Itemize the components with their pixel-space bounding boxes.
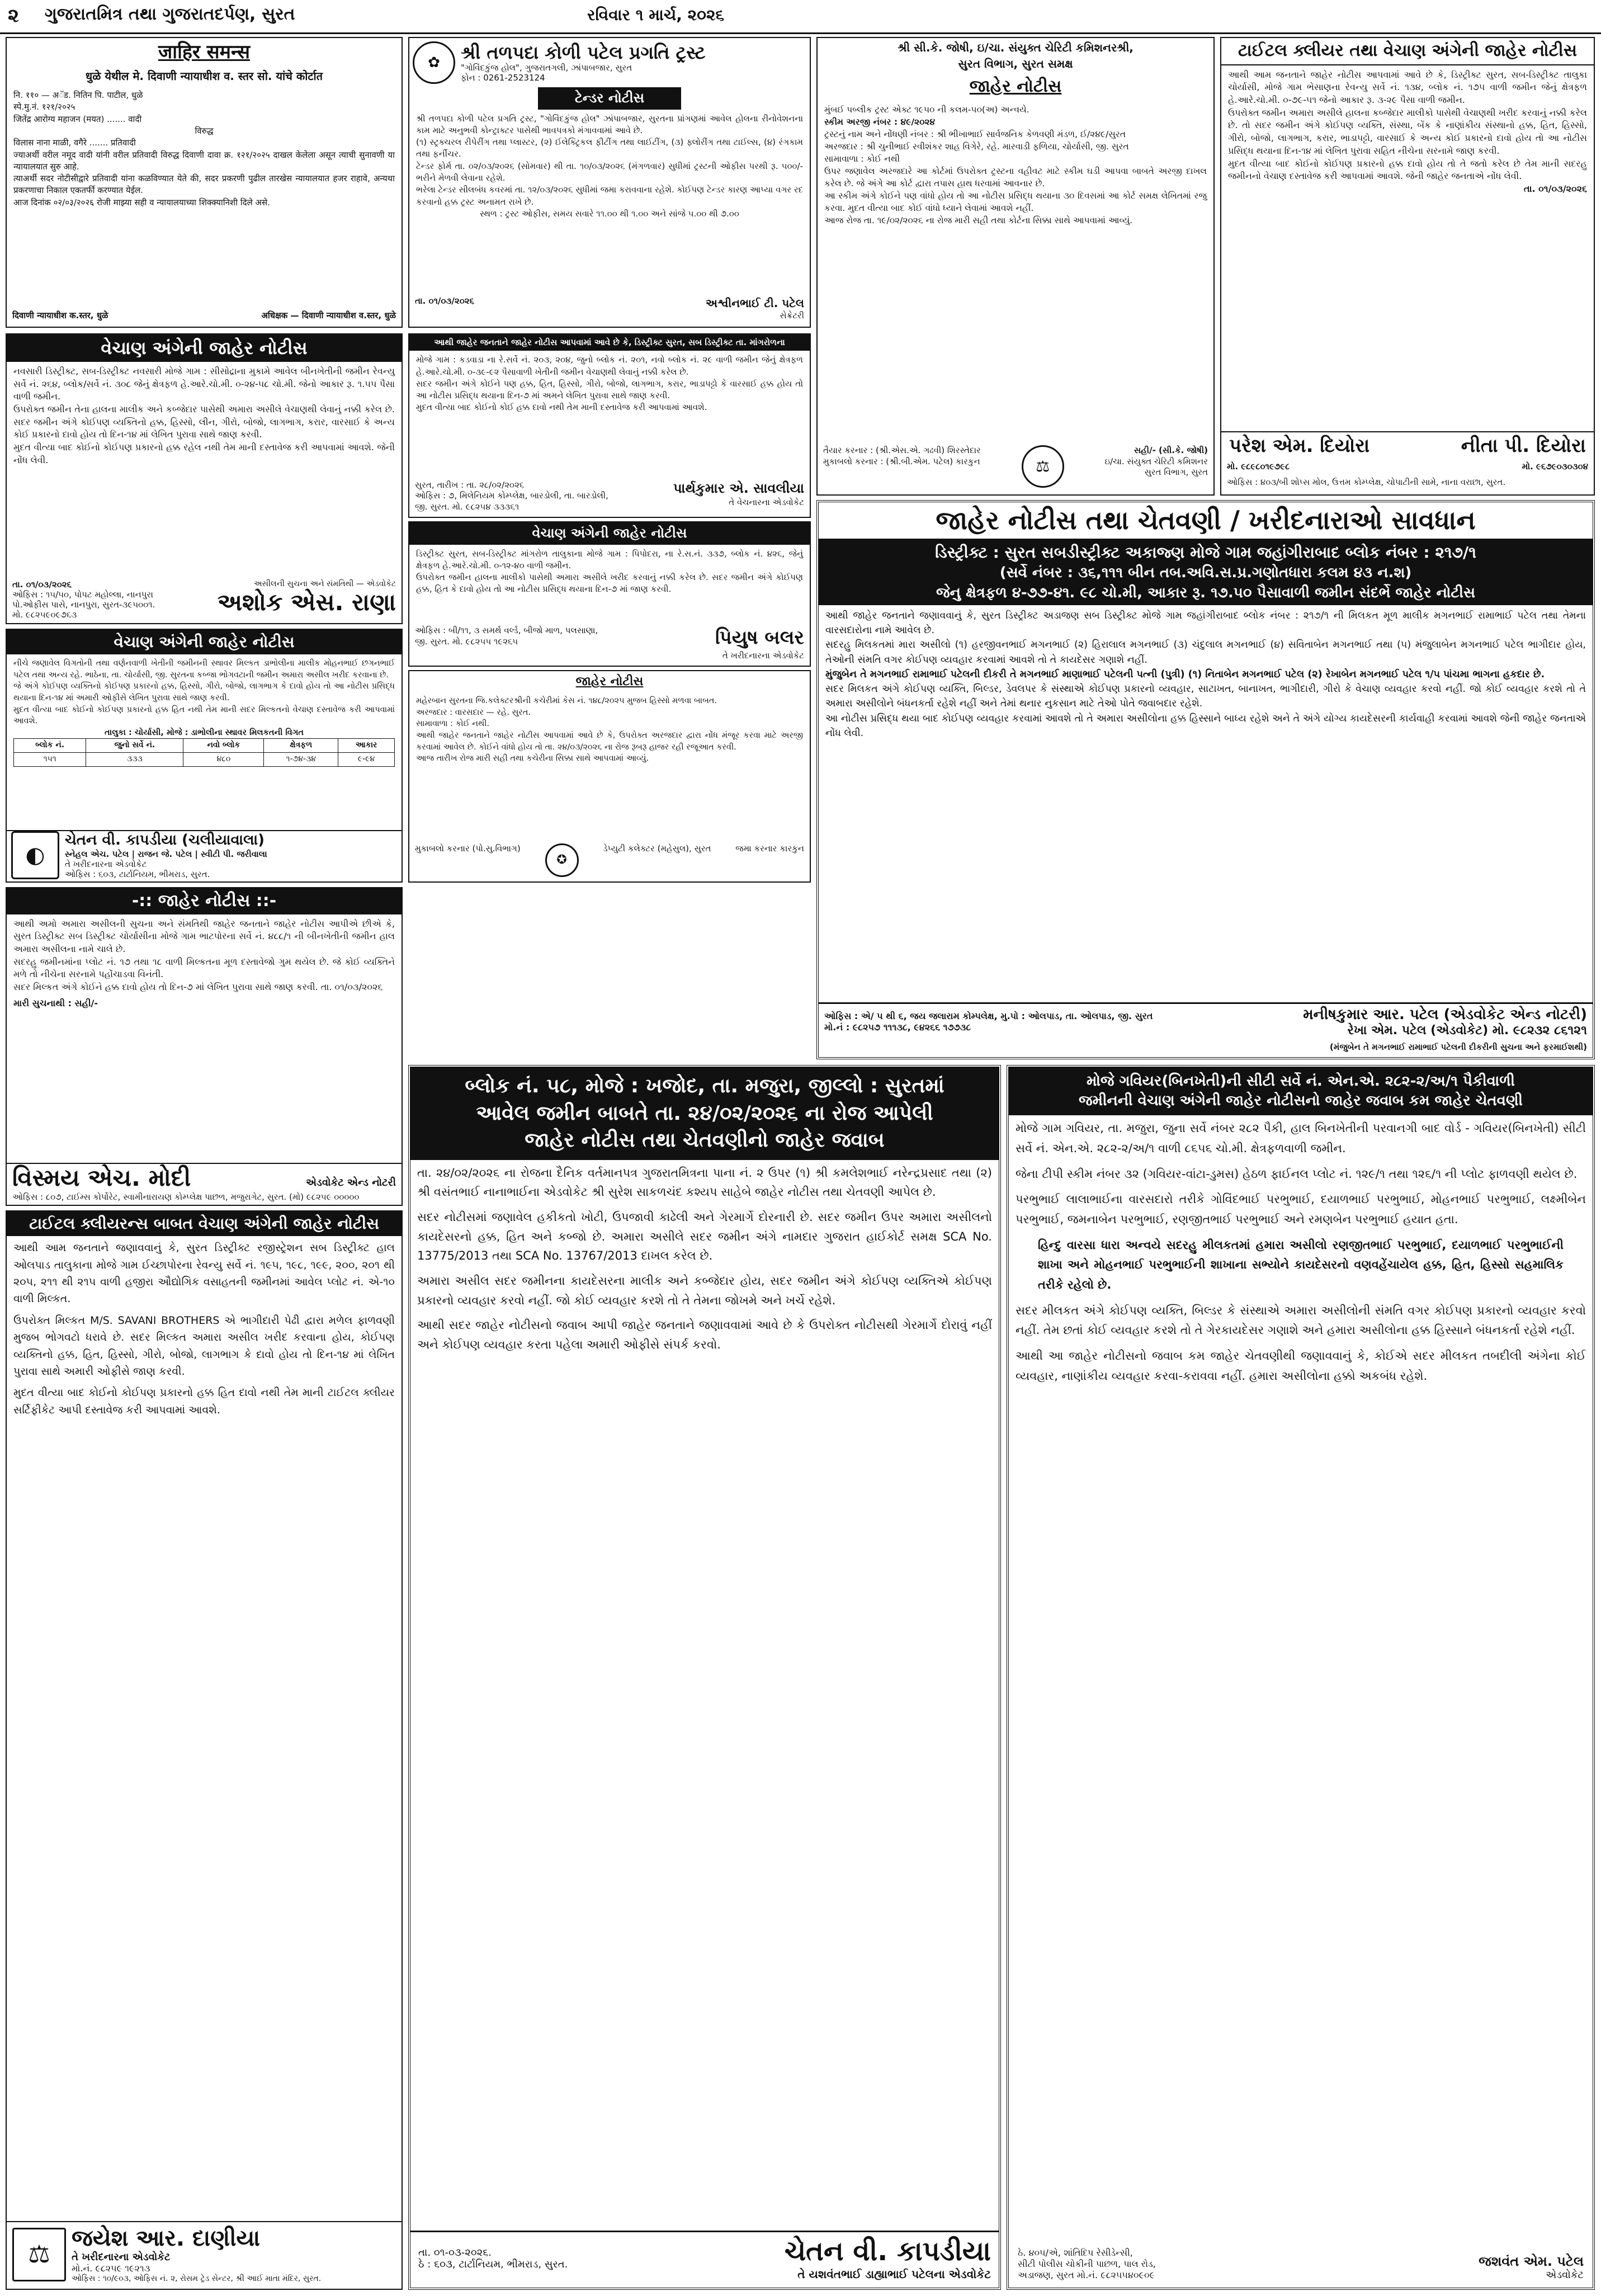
trust-logo-icon: ✿ <box>413 41 455 84</box>
title-clear-notice-ichhapor <box>6 1210 403 2290</box>
sale-notice-sisodra <box>6 333 403 624</box>
trust-phone: ફોન : 0261-2523124 <box>461 73 545 83</box>
collector-title: જાહેર નોટીસ <box>575 675 644 689</box>
court-seal-icon: ⚖ <box>1022 445 1064 488</box>
warning-title: જાહેર નોટીસ તથા ચેતવણી / ખરીદનારાઓ સાવધાન <box>819 502 1593 540</box>
tender-footer: તા. ૦૧/૦૩/૨૦૨૬ અશ્વીનભાઈ ટી. પટેલ સેક્રેટરી <box>415 295 804 320</box>
ichhapor-title: ટાઈટલ ક્લીયરન્સ બાબત વેચાણ અંગેની જાહેર નોટીસ <box>7 1211 402 1236</box>
gaviyar-public-reply <box>1007 1065 1595 2290</box>
warning-subtitle-2: (સર્વે નંબર : ૩૬,૧૧૧ બીન તબ.અવિ.સ.પ્ર.ગણોતધારા કલમ ૪૩ ન.શ) <box>819 565 1593 585</box>
dabholi-footer: ◐ ચેતન વી. કાપડીયા (ચલીયાવાલા) સ્નેહલ એચ. પટેલ | રાજન જે. પટેલ | સ્વીટી પી. જરીવાલા તે ખરીદનારના એડવોકેટ ઓફિસ : ૬૦૩, ટાર્ટાનિયમ, ભીમરાડ, સુરત. <box>7 830 402 879</box>
gaviyar-title: મોજે ગવિયર(બિનખેતી)ની સીટી સર્વે નં. એન.એ. ૨૮૨-૨/અ/૧ પૈકીવાળી જમીનની વેચાણ અંગેની જાહેર નોટીસનો જાહેર જવાબ કમ જાહેર ચેતવણી <box>1009 1067 1593 1115</box>
ichhapor-footer: ⚖ જયેશ આર. દાણીયા તે ખરીદનારના એડવોકેટ મો.નં. ૯૮૨૫૯ ૧૯૨૧૩ ઓફિસ : ૧૦/૯૦૩, ઓફિસ નં. ૨, રોસમ ટ્રેડ સેન્ટર, શ્રી આઈ માતા મંદિર, સુરત. <box>7 2221 402 2286</box>
pipodara-title: વેચાણ અંગેની જાહેર નોટીસ <box>409 522 810 545</box>
page-header <box>0 0 1601 34</box>
page-number: ૨ <box>8 4 19 27</box>
collector-notice <box>408 670 811 883</box>
summons-notice <box>6 37 403 328</box>
sale-notice-title: વેચાણ અંગેની જાહેર નોટીસ <box>7 334 402 362</box>
khajod-public-reply <box>408 1065 1001 2290</box>
newspaper-name: ગુજરાતમિત્ર તથા ગુજરાતદર્પણ, સુરત <box>45 4 295 24</box>
khajod-footer: તા. ૦૧-૦૩-૨૦૨૬. ઠે : ૬૦૩, ટાર્ટાનિયમ, ભીમરાડ, સુરત. ચેતન વી. કાપડીયા તે યશવંતભાઈ ડાહ્યાભાઈ પટેલના એડવોકેટ <box>410 2231 999 2284</box>
table-row: ૧૫૧ ૩૩૩ ૪૮૦ ૧-૭૪-૩૪ ૯-૯૪ <box>14 753 395 767</box>
land-details-table: બ્લોક નં. જુનો સર્વે નં. નવો બ્લોક ક્ષેત્રફળ આકાર ૧૫૧ ૩૩૩ ૪૮૦ ૧-૭૪-૩૪ ૯-૯૪ <box>13 738 395 767</box>
court-line-2: સુરત વિભાગ, સુરત સમક્ષ <box>958 57 1073 70</box>
collector-seal-icon: ✪ <box>545 843 579 877</box>
lost-documents-notice <box>6 887 403 1206</box>
pipodara-footer: ઓફિસ : બી/૧૧, ૩ સમર્થ વર્લ્ડ, બીજો માળ, પલસાણા, જી. સુરત. મો. ૯૮૨૫૫ ૧૯૨૬૫ પિયુષ બલર તે ખરીદનારના એડવોકેટ <box>415 625 804 661</box>
warning-body: આથી જાહેર જનતાને જણાવવાનું કે, સુરત ડિસ્ટ્રીક્ટ અડાજણ સબ ડિસ્ટ્રીક્ટ મોજે ગામ જહાંગીરાબાદ બ્લોક નંબર : ૨૧૭/૧ ની મિલકત મૂળ માલીક મગનભાઈ રામાભાઈ પટેલ તથા તેમના વારસદારોના નામે આવેલ છે. સદરહુ મિલકતમાં મારા અસીલો (૧) હરજીવનભાઈ મગનભાઈ (૨) હિરાલાલ મગનભાઈ (૩) ચંદુલાલ મગનભાઈ (૪) સવિતાબેન મગનભાઈ તથા (૫) મંજુલાબેન મગનભાઈ પટેલ ભાગીદાર હોય, તેઓની સંમતિ વગર કોઈપણ વ્યવહાર કરવામાં આવશે તો તે કાયદેસર ગણાશે નહીં. મુંજુબેન તે મગનભાઈ રામાભાઈ પટેલની દીકરી તે મગનભાઈ માણાભાઈ પટેલની પત્ની (પુત્રી) (૧) નિતાબેન મગનભાઈ પટેલ (૨) રેખાબેન મગનભાઈ પટેલ ૧/૫ પાંચમા ભાગના હકદાર છે. સદર મિલકત અંગે કોઈપણ વ્યક્તિ, બિલ્ડર, ડેવલપર કે સંસ્થાએ કોઈપણ પ્રકારનો વ્યવહાર, સાટાખત, બાનાખત, ભાગીદારી, ગીરો કે વેચાણ વ્યવહાર કરવો નહીં. જો કોઈ વ્યવહાર કરશે તો તે અમારા અસીલોને બંધનકર્તા રહેશે નહીં અને તેમાં થનાર નુકસાન માટે તેઓ પોતે જવાબદાર રહેશે. આ નોટીસ પ્રસિદ્ધ થયા બાદ કોઈપણ વ્યવહાર કરવામાં આવશે તો તે અમારા અસીલોના હક્ક હિસ્સાને બાધ્ય રહેશે અને તે અંગે યોગ્ય કાયદેસરની કાર્યવાહી કરવામાં આવશે જેની જાહેર જનતાએ નોંધ લેવી. <box>825 610 1586 739</box>
dabholi-body: નીચે જણાવેલ વિગતોની તથા વર્ણનવાળી ખેતીની જમીનની સ્થાવર મિલ્કત ડાભોલીના માલીક મોહનભાઈ છગનભાઈ પટેલ તથા અન્ય રહે. ભાઠેના, તા. ચોર્યાસી, જી. સુરતના કબ્જા ભોગવટાની જમીન અમારા અસીલ ખરીદ કરવાના છે. જે અંગે કોઈપણ વ્યક્તિનો કોઈપણ પ્રકારનો હક્ક, હિસ્સો, ગીરો, બોજો, લાગભાગ કે દાવો હોય તો આ નોટીસ પ્રસિદ્ધ થયાના દિન-૧૪ માં અમારી ઓફીસે લેખિત પુરાવા સાથે જાણ કરવી. મુદત વીત્યા બાદ કોઈનો કોઈપણ પ્રકારનો હક્ક હિત નથી તેમ માની સદર મિલ્કતનો વેચાણ દસ્તાવેજ કરી આપવામાં આવશે. તાલુકા : ચોર્યાસી, મોજે : ડાભોલીના સ્થાવર મિલકતની વિગત બ્લોક નં. જુનો સર્વે નં. નવો બ્લોક ક્ષેત્રફળ આકાર ૧૫૧ ૩૩૩ ૪૮૦ ૧-૭૪-૩૪ ૯-૯૪ <box>7 654 402 770</box>
ichhapor-body: આથી આમ જનતાને જણાવવાનું કે, સુરત ડિસ્ટ્રીક્ટ રજીસ્ટ્રેશન સબ ડિસ્ટ્રીક્ટ હાલ ઓલપાડ તાલુકાના મોજે ગામ ઈચ્છાપોરના રેવન્યુ સર્વે નં. ૧૯૫, ૧૯૮, ૧૯૯, ૨૦૦, ૨૦૧ થી ૨૦૫, ૨૧૧ થી ૨૧૫ વાળી હજીરા ઔદ્યોગિક વસાહતની જમીનમાં આવેલ પ્લોટ નં. એ-૧૦ વાળી મિલ્કત. ઉપરોક્ત મિલ્કત M/S. SAVANI BROTHERS એ ભાગીદારી પેઢી દ્વારા મળેલ ફાળવણી મુજબ ભોગવટો ધરાવે છે. સદર મિલ્કત અમારા અસીલ ખરીદ કરવાના હોય, કોઈપણ વ્યક્તિનો હક્ક, હિત, હિસ્સો, ગીરો, બોજો, લાગભાગ કે દાવો હોય તો દિન-૧૪ માં લેખિત પુરાવા સાથે અમારી ઓફીસે જાણ કરવી. મુદત વીત્યા બાદ કોઈનો કોઈપણ પ્રકારનો હક્ક હિત દાવો નથી તેમ માની ટાઈટલ ક્લીયર સર્ટિફીકેટ આપી દસ્તાવેજ કરી આપવામાં આવશે. <box>13 1242 395 1416</box>
warning-notice-jahangirabad <box>816 500 1595 1059</box>
charity-commissioner-notice <box>816 37 1215 496</box>
charity-body: મુંબઈ પબ્લીક ટ્રસ્ટ એક્ટ ૧૯૫૦ ની કલમ-૫૦(અ) અન્વયે. સ્કીમ અરજી નંબર : ૪૯/૨૦૨૪ ટ્રસ્ટનું નામ અને નોંધણી નંબર : શ્રી ભીખાભાઈ સાર્વજનિક કેળવણી મંડળ, ઈ/૨૪૯/સુરત અરજદાર : શ્રી ચુનીભાઈ રવીશંકર શાહ વિગેરે, રહે. મારવાડી ફળિયા, ચોર્યાસી, જી. સુરત સામાવાળા : કોઈ નથી ઉપર જણાવેલ અરજદારે આ કોર્ટમાં ઉપરોક્ત ટ્રસ્ટના વહીવટ માટે સ્કીમ ઘડી આપવા બાબતે અરજી દાખલ કરેલ છે. જે અંગે આ કોર્ટ દ્વારા તપાસ હાથ ધરવામાં આવનાર છે. આ સ્કીમ અંગે કોઈને પણ વાંધો હોય તો આ નોટીસ પ્રસિદ્ધ થયાના ૩૦ દિવસમાં આ કોર્ટ સમક્ષ લેખિતમાં રજુ કરવા. મુદત વીત્યા બાદ કોઈ વાંધો ધ્યાને લેવામાં આવશે નહીં. આજ રોજ તા. ૧૯/૦૨/૨૦૨૬ ના રોજ મારી સહી તથા કોર્ટના સિક્કા સાથે આપવામાં આવ્યું. <box>824 104 1207 225</box>
title-clear-notice-top <box>1220 37 1595 496</box>
advocate-name: અશોક એસ. રાણા <box>217 588 396 616</box>
charity-footer: તૈયાર કરનાર : (શ્રી.એસ.એ. ગઢવી) શિરસ્તેદાર મુકાબલો કરનાર : (શ્રી.બી.એમ. પટેલ) કારકુન ⚖ સહી/- (સી.કે. જોષી) ઇ/ચા. સંયુક્ત ચેરિટી કમિશનર સુરત વિભાગ, સુરત <box>818 443 1213 490</box>
lost-doc-body: આથી અમો અમારા અસીલની સુચના અને સંમતિથી જાહેર જનતાને જાહેર નોટીસ આપીએ છીએ કે, સુરત ડિસ્ટ્રીક્ટ સબ ડિસ્ટ્રીક્ટ ચોર્યાસીના મોજે ગામ ભાટપોરના સર્વે નં. ૪૮૮/૧ ની બીનખેતીની જમીન હાલ અમારા અસીલના નામે ચાલે છે. સદરહુ જમીનમાંના પ્લોટ નં. ૧૭ તથા ૧૮ વાળી મિલ્કતના મૂળ દસ્તાવેજો ગુમ થયેલ છે. જે કોઈ વ્યક્તિને મળે તો નીચેના સરનામે પહોંચાડવા વિનંતી. સદર મિલ્કત અંગે કોઈને હક્ક દાવો હોય તો દિન-૭ માં લેખિત પુરાવા સાથે જાણ કરવી. તા. ૦૧/૦૩/૨૦૨૬ મારી સુચનાથી : સહી/- <box>13 918 395 1008</box>
gaviyar-body: મોજે ગામ ગવિયર, તા. મજુરા, જુના સર્વે નંબર ૨૮૨ પૈકી, હાલ બિનખેતીની પરવાનગી બાદ વોર્ડ - ગવિયર(બિનખેતી) સીટી સર્વે નં. એન.એ. ૨૮૨-૨/અ/૧ વાળી ૮૬૫૬ ચો.મી. ક્ષેત્રફળવાળી જમીન. જેના ટીપી સ્કીમ નંબર ૩૨ (ગવિયર-વાંટા-ડુમસ) હેઠળ ફાઈનલ પ્લોટ નં. ૧૨૯/૧ તથા ૧૨૬/૧ ની પ્લોટ ફાળવણી થયેલ છે. પરભુભાઈ લાલાભાઈના વારસદારો તરીકે ગોવિંદભાઈ પરભુભાઈ, દયાળભાઈ પરભુભાઈ, મોહનભાઈ પરભુભાઈ, લક્ષ્મીબેન પરભુભાઈ, જમનાબેન પરભુભાઈ, રણજીતભાઈ પરભુભાઈ અને રમણબેન પરભુભાઈ હયાત હતા. હિન્દુ વારસા ધારા અન્વયે સદરહુ મીલકતમાં હમારા અસીલો રણજીતભાઈ પરભુભાઈ, દયાળભાઈ પરભુભાઈની શાખા અને મોહનભાઈ પરભુભાઈની શાખાના સભ્યોને કાયદેસરનો વણવહેંચાયેલ હક્ક, હિત, હિસ્સો સહમાલિક તરીકે રહેલો છે. સદર મીલકત અંગે કોઈપણ વ્યક્તિ, બિલ્ડર કે સંસ્થાએ અમારા અસીલોની સંમતિ વગર કોઈપણ પ્રકારનો વ્યવહાર કરવો નહીં. તેમ છતાં કોઈ વ્યવહાર કરશે તો તે ગેરકાયદેસર ગણાશે અને હમારા અસીલોના હક્ક હિસ્સાને બંધનકર્તા રહેશે નહીં. આથી આ જાહેર નોટીસનો જવાબ કમ જાહેર ચેતવણીથી જણાવવાનું કે, કોઈએ સદર મીલકત તબદીલી અંગેના કોઈ વ્યવહાર, નાણાંકીય વ્યવહાર કરવા-કરાવવા નહીં. હમારા અસીલોના હક્કો અકબંધ રહેશે. <box>1016 1121 1586 1383</box>
dabholi-title: વેચાણ અંગેની જાહેર નોટીસ <box>7 630 402 654</box>
summons-body: नि. ११० — अॅड. नितिन पि. पाटील, धुळे स्पे.मु.नं. १२१/२०२५ जितेंद्र आरोग्य महाजन (मयत) ....... वादी विरुद्ध विलास नाना माळी, वगैरे ....... प्रतिवादी ज्याअर्थी वरील नमूद वादी यांनी वरील प्रतिवादी विरुद्ध दिवाणी दावा क्र. १२१/२०२५ दाखल केलेला असून त्याची सुनावणी या न्यायालयात सुरु आहे. त्याअर्थी सदर नोटीसीद्वारे प्रतिवादी यांना कळविण्यात येते की, सदर प्रकरणी पुढील तारखेस न्यायालयात हजर राहावे, अन्यथा प्रकरणाचा निकाल एकतर्फी करण्यात येईल. आज दिनांक ०२/०३/२०२६ रोजी माझ्या सही व न्यायालयाच्या शिक्क्यानिशी दिले असे. <box>13 90 395 208</box>
summons-title: जाहिर समन्स <box>158 41 250 63</box>
tender-badge: ટેન્ડર નોટીસ <box>538 87 681 110</box>
tender-notice <box>408 37 811 328</box>
warning-subtitle-3: જેનુ ક્ષેત્રફળ ૪-૭૭-૪૧. ૯૮ ચો.મી, આકાર રૂ. ૧૭.૫૦ પૈસાવાળી જમીન સંદર્ભે જાહેર નોટીસ <box>819 585 1593 605</box>
pipodara-body: ડિસ્ટ્રીક્ટ સુરત, સબ-ડિસ્ટ્રીક્ટ માંગરોળ તાલુકાના મોજે ગામ : પિપોદરા, ના રે.સ.નં. ૩૩૭, બ્લોક નં. ૪૨૬, જેનું ક્ષેત્રફળ હે.આરે.ચો.મી. ૦-૧૨-૪૦ વાળી જમીન. ઉપરોક્ત જમીન હાલના માલીકો પાસેથી અમારા અસીલે ખરીદ કરવાનું નક્કી કરેલ છે. સદર જમીન અંગે કોઈપણ હક્ક, હિત કે દાવો હોય તો આ નોટીસ પ્રસિદ્ધ થયાના દિન-૭ માં જાણ કરવી. <box>416 548 803 595</box>
warning-subtitle-1: ડિસ્ટ્રીક્ટ : સુરત સબડીસ્ટ્રીક્ટ અકાજ્ણ મોજે ગામ જહાંગીરાબાદ બ્લોક નંબર : ૨૧૭/૧ <box>819 540 1593 565</box>
advocate-logo-icon: ⚖ <box>12 2228 66 2281</box>
sale-notice-dabholi <box>6 629 403 883</box>
title-clear-body: આથી આમ જનતાને જાહેર નોટીસ આપવામાં આવે છે કે, ડિસ્ટ્રીક્ટ સુરત, સબ-ડિસ્ટ્રીક્ટ તાલુકા ચોર્યાસી, મોજે ગામ ભેસાણના રેવન્યુ સર્વે નં. ૧૩૪, બ્લોક નં. ૧૭૫ વાળી જમીન જેનું ક્ષેત્રફળ હે.આરે.ચો.મી. ૦-૭૯-૫૧ જેનો આકાર રૂ. ૩-૨૯ પૈસા વાળી જમીન. ઉપરોક્ત જમીન અમારા અસીલે હાલના કબ્જેદાર માલીકો પાસેથી વેચાણથી ખરીદ કરવાનું નક્કી કરેલ છે. તો સદર જમીન અંગે કોઈપણ વ્યક્તિ, સંસ્થા, બેંક કે નાણાંકીય સંસ્થાનો હક્ક, હિત, હિસ્સો, ગીરો, બોજો, લાગભાગ, કરાર, ભાડાપટ્ટો, વારસાઈ કે અન્ય કોઈ પ્રકારનો દાવો હોય તો આ નોટીસ પ્રસિદ્ધ થયાના દિન-૧૪ માં લેખિત પુરાવા સહિત નીચેના સરનામે જાણ કરવી. મુદત વીત્યા બાદ કોઈનો કોઈપણ પ્રકારનો હક્ક દાવો હોય તો તે જતો કરેલ છે તેમ માની સદરહુ જમીનનો વેચાણ દસ્તાવેજ કરી આપવામાં આવશે. જેની જાહેર જનતાએ નોંધ લેવી. તા. ૦૧/૦૩/૨૦૨૬ <box>1228 69 1587 194</box>
lost-doc-footer: વિસ્મય એચ. મોદી એડવોકેટ એન્ડ નોટરી ઓફિસ : ૮૦૭, ટાઈમ્સ કોર્પોરેટ, સ્વામીનારાયણ કોમ્પ્લેક્ષ પાછળ, મજુરાગેટ, સુરત. (મો) ૯૮૨૫૯ ૦૦૦૦૦ <box>7 1163 402 1203</box>
title-clear-heading: ટાઈટલ ક્લીયર તથા વેચાણ અંગેની જાહેર નોટીસ <box>1221 38 1594 65</box>
kadvada-title: આથી જાહેર જનતાને જાહેર નોટીસ આપવામાં આવે છે કે, ડિસ્ટ્રીક્ટ સુરત, સબ ડિસ્ટ્રીક્ટ તા. માંગરોળના <box>409 334 810 351</box>
kadvada-body: મોજે ગામ : કડવાડા ના રે.સર્વે નં. ૨૦૩, ૨૦૪, જુનો બ્લોક નં. ૨૦૧, નવો બ્લોક નં. ૨૯ વાળી જમીન જેનું ક્ષેત્રફળ હે.આરે.ચો.મી. ૦-૩૯-૯૨ પૈસાવાળી ખેતીની જમીન વેચાણથી લેવાનું નક્કી કરેલ છે. સદર જમીન અંગે કોઈને પણ હક્ક, હિત, હિસ્સો, ગીરો, બોજો, લાગભાગ, કરાર, ભાડાપટ્ટો કે વારસાઈ હક્ક હોય તો આ નોટીસ પ્રસિદ્ધ થયાના દિન-૭ માં અમને લેખિત પુરાવા સાથે જાણ કરવી. મુદત વીત્યા બાદ કોઈનો કોઈ હક્ક દાવો નથી તેમ માની દસ્તાવેજ કરી આપવામાં આવશે. <box>416 355 803 413</box>
trust-address: "ગોવિંદકુંજ હોલ", ગુજરાતગલી, ઝાંપાબજાર, સુરત <box>461 63 632 73</box>
land-notice-kadvada <box>408 333 811 518</box>
issue-date: રવિવાર ૧ માર્ચ, ૨૦૨૬ <box>587 6 725 24</box>
court-line-1: શ્રી સી.કે. જોષી, ઇ/ચા. સંયુક્ત ચેરિટી કમિશનરશ્રી, <box>898 41 1134 54</box>
collector-footer: મુકાબલો કરનાર (પો.સુ.વિભાગ) ✪ ડેપ્યુટી કલેક્ટર (મહેસુલ), સુરત જમા કરનાર કારકુન <box>409 841 810 879</box>
kadvada-footer: સુરત, તારીખ : તા. ૨૮/૦૨/૨૦૨૬ ઓફિસ : ૭, મિલેનિયમ કોમ્પ્લેક્ષ, બારડોલી, તા. બારડોલી, જી. સુરત. મો. ૯૮૨૫૪ ૩૩૩૬૧ પાર્થકુમાર એ. સાવલીયા તે વેચનારના એડવોકેટ <box>415 479 804 512</box>
warning-footer: ઓફિસ : એ/ ૫ થી ૬, જય જલારામ કોમ્પલેક્ષ, મુ.પો : ઓલપાડ, તા. ઓલપાડ, જી. સુરત મો.નં : ૯૮૨૫૭ ૧૧૧૩૮, ૯૪૨૬૬ ૧૭૭૩૮ મનીષકુમાર આર. પટેલ (એડવોકેટ એન્ડ નોટરી) રેખા એમ. પટેલ (એડવોકેટ) મો. ૯૮૨૩૨ ૮૬૧૨૧ (મંજુબેન તે મગનભાઈ રામાભાઈ પટેલની દીકરીની સુચના અને ફરમાઈશથી) <box>819 1002 1593 1055</box>
khajod-body: તા. ૨૪/૦૨/૨૦૨૬ ના રોજના દૈનિક વર્તમાનપત્ર ગુજરાતમિત્રના પાના નં. ૨ ઉપર (૧) શ્રી કમલેશભાઈ નરેન્દ્રપ્રસાદ તથા (૨) શ્રી વસંતભાઈ નાનાભાઈના એડવોકેટ શ્રી સુરેશ સાકળચંદ કશ્યપ સાહેબે જાહેર નોટીસ તથા ચેતવણી આપેલ છે. સદર નોટીસમાં જણાવેલ હકીકતો ખોટી, ઉપજાવી કાઢેલી અને ગેરમાર્ગે દોરનારી છે. સદર જમીન ઉપર અમારા અસીલનો કાયદેસરનો હક્ક, હિત અને કબ્જો છે. અમારા અસીલે સદર જમીન અંગે નામદાર ગુજરાત હાઈકોર્ટ સમક્ષ SCA No. 13775/2013 તથા SCA No. 13767/2013 દાખલ કરેલ છે. અમારા અસીલ સદર જમીનના કાયદેસરના માલીક અને કબ્જેદાર હોય, સદર જમીન અંગે કોઈપણ વ્યક્તિએ કોઈપણ પ્રકારનો વ્યવહાર કરવો નહીં. જો કોઈ વ્યવહાર કરશે તો તે તેમના જોખમે અને ખર્ચે રહેશે. આથી સદર જાહેર નોટીસનો જવાબ આપી જાહેર જનતાને જણાવવામાં આવે છે કે ઉપરોક્ત નોટીસથી ગેરમાર્ગે દોરાવું નહીં અને કોઈપણ વ્યવહાર કરતા પહેલા અમારી ઓફીસે સંપર્ક કરવો. <box>417 1166 992 1351</box>
trust-name: શ્રી તળપદા કોળી પટેલ પ્રગતિ ટ્રસ્ટ <box>461 41 706 63</box>
lost-doc-title: -:: જાહેર નોટીસ ::- <box>7 888 402 914</box>
tender-body: શ્રી તળપદા કોળી પટેલ પ્રગતિ ટ્રસ્ટ, "ગોવિંદકુંજ હોલ" ઝાંપાબજાર, સુરતના પ્રાંગણમાં આવેલ હોલના રીનોવેશનના કામ માટે અનુભવી કોન્ટ્રાક્ટર પાસેથી ભાવપત્રકો મંગાવવામાં આવે છે. (૧) સ્ટ્રક્ચરલ રીપેરીંગ તથા પ્લાસ્ટર, (૨) ઈલેક્ટ્રિકલ ફીટીંગ તથા લાઈટીંગ, (૩) ફ્લોરીંગ તથા ટાઈલ્સ, (૪) રંગકામ તથા ફર્નીચર. ટેન્ડર ફોર્મ તા. ૦૨/૦૩/૨૦૨૬ (સોમવાર) થી તા. ૧૦/૦૩/૨૦૨૬ (મંગળવાર) સુધીમાં ટ્રસ્ટની ઓફીસ પરથી રૂ. ૫૦૦/- ભરીને મેળવી લેવાના રહેશે. ભરેલા ટેન્ડર સીલબંધ કવરમાં તા. ૧૨/૦૩/૨૦૨૬ સુધીમાં જમા કરાવવાના રહેશે. કોઈપણ ટેન્ડર કારણ આપ્યા વગર રદ કરવાનો હક્ક ટ્રસ્ટ અનામત રાખે છે. સ્થળ : ટ્રસ્ટ ઓફીસ, સમય સવારે ૧૧.૦૦ થી ૧.૦૦ અને સાંજે ૫.૦૦ થી ૭.૦૦ <box>416 113 803 219</box>
khajod-title: બ્લોક નં. ૫૮, મોજે : ખજોદ, તા. મજુરા, જીલ્લો : સુરતમાં આવેલ જમીન બાબતે તા. ૨૪/૦૨/૨૦૨૬ ના રોજ આપેલી જાહેર નોટીસ તથા ચેતવણીનો જાહેર જવાબ <box>410 1067 999 1160</box>
tender-header <box>409 38 810 87</box>
collector-body: મહેરબાન સુરતના જિ.કલેક્ટરશ્રીની કચેરીમાં કેસ નં. ૧૪૮/૨૦૨૫ મુજબ હિસ્સો મળવા બાબત. અરજદાર : વારસદાર — રહે. સુરત. સામાવાળા : કોઈ નથી. આથી જાહેર જનતાને જાહેર નોટીસ આપવામાં આવે છે કે, ઉપરોક્ત અરજદાર દ્વારા નોંધ મંજૂર કરવા માટે અરજી કરવામાં આવેલ છે. કોઈને વાંધો હોય તો તા. ૨૪/૦૩/૨૦૨૬ ના રોજ રૂબરૂ હાજર રહી રજૂઆત કરવી. આજ તારીખ રોજ મારી સહી તથા કચેરીના સિક્કા સાથે આપવામાં આવ્યું. <box>416 696 803 763</box>
firm-logo-icon: ◐ <box>11 831 59 879</box>
summons-subtitle: धुळे येथील मे. दिवाणी न्यायाधीश व. स्तर सो. यांचे कोर्टात <box>85 69 323 83</box>
sale-notice-footer: તા. ૦૧/૦૩/૨૦૨૬ ઓફિસ : ૧૫/૫૦, પોપટ મહોલ્લા, નાનપુરા પો.ઓફીસ પાસે, નાનપુરા, સુરત-૩૯૫૦૦૧. મો. ૯૮૨૫૯૦૯૭૬૩ અસીલની સુચના અને સંમતિથી — એડવોકેટ અશોક એસ. રાણા <box>12 579 396 620</box>
sale-notice-body: નવસારી ડિસ્ટ્રીક્ટ, સબ-ડિસ્ટ્રીક્ટ નવસારી મોજે ગામ : સીસોદ્રાના મુકામે આવેલ બીનખેતીની જમીન રેવન્યુ સર્વે નં. ૨૬૪, બ્લોક/સર્વે નં. ૩૦૮ જેનું ક્ષેત્રફળ હે.આરે.ચો.મી. ૦-૨૪-૫૮ ચો.મી. જેનો આકાર રૂ. ૧.૫૫ પૈસા વાળી જમીન. ઉપરોક્ત જમીન તેના હાલના માલીક અને કબ્જેદાર પાસેથી અમારા અસીલે વેચાણથી લેવાનું નક્કી કરેલ છે. સદર જમીન અંગે કોઈપણ વ્યક્તિનો હક્ક, હિસ્સો, લીન, ગીરો, બોજો, લાગભાગ, કરાર, વારસાઈ કે અન્ય કોઈ પ્રકારનો દાવો હોય તો દિન-૧૪ માં લેખિત પુરાવા સાથે જાણ કરવી. મુદત વીત્યા બાદ કોઈનો કોઈપણ પ્રકારનો હક્ક રહેલ નથી તેમ માની દસ્તાવેજ કરી આપવામાં આવશે. જેની નોંધ લેવી. <box>13 365 395 465</box>
gaviyar-footer: ઠે. ૪૦૫/એ, શાંતિદિપ રેસીડેન્સી, સીટી પોલીસ ચોકીની પાછળ, પાલ રોડ, અડાજણ, સુરત મો.નં. ૯૮૨૫૫૪૦૯૦૯ જશવંત એમ. પટેલ એડવોકેટ <box>1018 2247 1584 2281</box>
sale-notice-pipodara <box>408 521 811 667</box>
charity-heading: જાહેર નોટીસ <box>969 77 1062 96</box>
summons-signatures: दिवाणी न्यायाधीश क.स्तर, धुळे अधिक्षक — दिवाणी न्यायाधीश व.स्तर, धुळे <box>12 310 396 320</box>
title-clear-signers: પરેશ એમ. દિયોરા નીતા પી. દિયોરા મો. ૯૮૯૮૦૧૯૭૯૮ મો. ૯૬૭૯૦૩૦૩૦૪ ઓફિસ : ૪૦૩/બી શોપ્સ મોલ, ઉત્તમ કોમ્પ્લેક્ષ, ચોપાટીની સામે, નાના વરાછા, સુરત. <box>1221 431 1594 490</box>
